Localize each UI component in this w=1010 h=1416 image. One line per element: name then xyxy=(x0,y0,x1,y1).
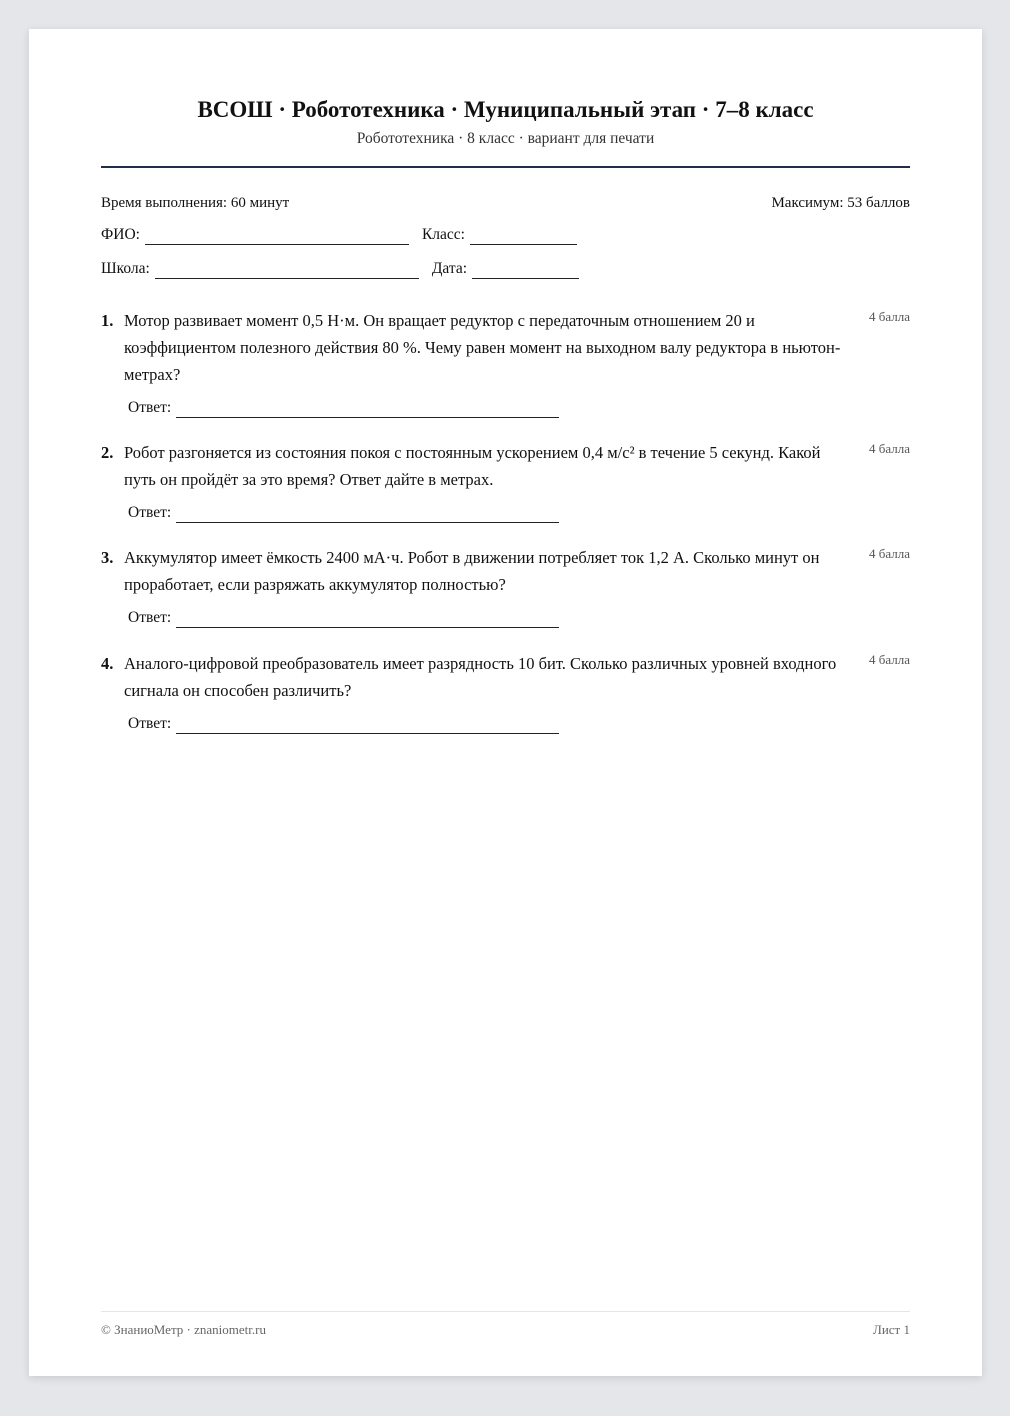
answer-row xyxy=(128,503,559,523)
task-text: Робот разгоняется из состояния покоя с постоянным ускорением 0,4 м/с² в течение 5 секунд. Какой путь он пройдёт за это время? Ответ дайте в метрах. xyxy=(124,443,821,489)
field-row-school-date xyxy=(101,259,910,279)
answer-field[interactable] xyxy=(176,507,559,523)
school-field[interactable] xyxy=(155,263,419,279)
answer-field[interactable] xyxy=(176,402,559,418)
time-limit: Время выполнения: 60 минут xyxy=(101,195,290,211)
fio-field[interactable] xyxy=(145,229,409,245)
task-text: Аккумулятор имеет ёмкость 2400 мА·ч. Робот в движении потребляет ток 1,2 А. Сколько минут он проработает, если разряжать аккумулятор полностью? xyxy=(124,548,820,594)
task-number: 3. xyxy=(101,548,114,567)
date-label: Дата: xyxy=(431,260,468,277)
task-points: 4 балла xyxy=(869,652,910,667)
answer-label: Ответ: xyxy=(128,399,172,416)
page-title: ВСОШ · Робототехника · Муниципальный этап · 7–8 класс xyxy=(197,97,814,122)
page-number: Лист 1 xyxy=(873,1322,910,1337)
task-number: 2. xyxy=(101,443,114,462)
header-divider xyxy=(101,166,910,168)
answer-row xyxy=(128,714,559,734)
task-text: Аналого-цифровой преобразователь имеет разрядность 10 бит. Сколько различных уровней входного сигнала он способен различить? xyxy=(124,654,837,700)
document-page xyxy=(29,29,982,1376)
page-content xyxy=(101,29,910,1376)
task-number: 1. xyxy=(101,311,114,330)
date-field[interactable] xyxy=(472,263,579,279)
fio-label: ФИО: xyxy=(101,226,140,243)
max-score: Максимум: 53 баллов xyxy=(771,195,910,211)
school-label: Школа: xyxy=(101,260,150,277)
answer-label: Ответ: xyxy=(128,504,172,521)
answer-row xyxy=(128,398,559,418)
task-points: 4 балла xyxy=(869,309,910,324)
answer-label: Ответ: xyxy=(128,609,172,626)
task-text: Мотор развивает момент 0,5 Н·м. Он вращает редуктор с передаточным отношением 20 и коэффициентом полезного действия 80 %. Чему равен момент на выходном валу редуктора в ньютон-метрах? xyxy=(124,311,841,384)
answer-row xyxy=(128,608,559,628)
class-label: Класс: xyxy=(421,226,465,243)
task-number: 4. xyxy=(101,654,114,673)
footer-divider xyxy=(101,1311,910,1312)
answer-field[interactable] xyxy=(176,718,559,734)
footer-copyright: © ЗнаниоМетр · znaniometr.ru xyxy=(101,1322,266,1337)
task-points: 4 балла xyxy=(869,546,910,561)
answer-label: Ответ: xyxy=(128,715,172,732)
task-points: 4 балла xyxy=(869,441,910,456)
page-subtitle: Робототехника · 8 класс · вариант для печати xyxy=(356,130,655,147)
answer-field[interactable] xyxy=(176,612,559,628)
class-field[interactable] xyxy=(470,229,577,245)
field-row-fio-class xyxy=(101,225,910,245)
